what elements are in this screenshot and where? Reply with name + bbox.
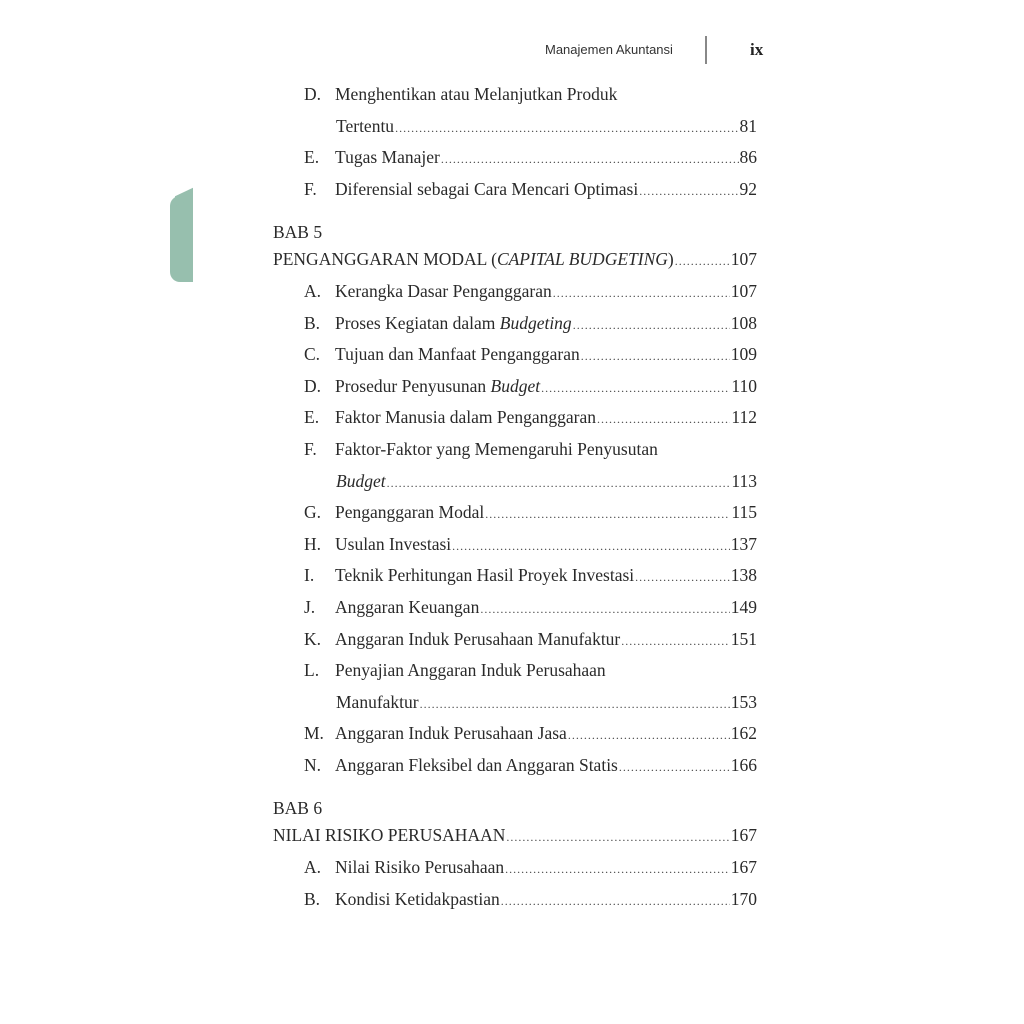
entry-page-number: 110 [731, 375, 757, 396]
toc-entry-sub[interactable] [273, 721, 757, 753]
entry-title-text: Tujuan dan Manfaat Penganggaran [335, 344, 580, 365]
dot-leader [505, 857, 730, 881]
page-number: ix [750, 40, 764, 59]
entry-page-number: 167 [730, 825, 757, 846]
entry-title [335, 563, 634, 587]
entry-letter: I. [304, 565, 315, 586]
toc-entry-cont[interactable] [273, 469, 757, 501]
entry-title-text: Kondisi Ketidakpastian [335, 888, 500, 909]
toc-entry-sub[interactable] [273, 563, 757, 595]
entry-letter: D. [304, 375, 322, 396]
entry-title-text: Tugas Manajer [335, 147, 440, 168]
toc-entry-sub[interactable] [273, 279, 757, 311]
entry-title-text: Teknik Perhitungan Hasil Proyek Investasi [335, 565, 635, 586]
entry-page-number: 151 [730, 628, 757, 649]
entry-title [335, 342, 580, 366]
entry-letter: H. [304, 533, 322, 554]
entry-title-text: BAB 5 [273, 222, 323, 243]
entry-title [273, 247, 674, 271]
dot-leader [480, 597, 729, 621]
dot-leader [501, 889, 730, 913]
dot-leader [639, 179, 738, 203]
entry-title-text: Anggaran Fleksibel dan Anggaran Statis [335, 754, 618, 775]
dot-leader [635, 565, 730, 589]
entry-page-number: 107 [730, 249, 757, 270]
entry-title [335, 279, 552, 303]
dot-leader [541, 376, 730, 400]
entry-title-text: Proses Kegiatan dalam [335, 312, 500, 333]
toc-entry-sub[interactable] [273, 145, 757, 177]
dot-leader [573, 313, 730, 337]
toc-entry-sub[interactable] [273, 342, 757, 374]
toc-entry-sub[interactable] [273, 532, 757, 564]
entry-letter: M. [304, 723, 324, 744]
entry-letter: E. [304, 147, 320, 168]
running-header-title: Manajemen Akuntansi [545, 42, 673, 57]
entry-letter: B. [304, 888, 321, 909]
dot-leader [452, 534, 730, 558]
toc-entry-sub[interactable] [273, 595, 757, 627]
dot-leader [597, 407, 730, 431]
entry-title-text: Prosedur Penyusunan [335, 375, 491, 396]
entry-title-text: BAB 6 [273, 798, 323, 819]
entry-title [273, 220, 322, 244]
entry-title [335, 405, 596, 429]
entry-letter: A. [304, 857, 322, 878]
toc-entry-sub[interactable] [273, 82, 757, 114]
dot-leader [506, 825, 729, 849]
entry-page-number: 167 [730, 857, 757, 878]
dot-leader [441, 147, 739, 171]
toc-entry-cont[interactable] [273, 690, 757, 722]
entry-page-number: 109 [730, 344, 757, 365]
entry-page-number: 137 [730, 533, 757, 554]
entry-title [335, 82, 617, 106]
entry-page-number: 113 [731, 470, 757, 491]
entry-page-number: 86 [739, 147, 757, 168]
toc-entry-chapter[interactable] [273, 823, 757, 855]
entry-title [273, 796, 322, 820]
entry-title [335, 374, 540, 398]
entry-title-italic: CAPITAL BUDGETING [496, 249, 668, 270]
entry-page-number: 107 [730, 280, 757, 301]
dot-leader [621, 629, 729, 653]
entry-page-number: 153 [730, 691, 757, 712]
entry-page-number: 149 [730, 596, 757, 617]
entry-page-number: 92 [739, 178, 757, 199]
entry-title-text: Penganggaran Modal [335, 502, 485, 523]
table-of-contents [273, 82, 757, 918]
entry-title-text: Usulan Investasi [335, 533, 452, 554]
toc-entry-chapter[interactable] [273, 247, 757, 279]
entry-letter: J. [304, 596, 316, 617]
entry-letter: K. [304, 628, 322, 649]
entry-title [335, 627, 620, 651]
entry-letter: F. [304, 178, 317, 199]
toc-entry-bab[interactable] [273, 796, 757, 823]
entry-title [273, 823, 505, 847]
dot-leader [485, 502, 730, 526]
entry-title-text: Anggaran Induk Perusahaan Manufaktur [335, 628, 621, 649]
entry-page-number: 115 [731, 502, 757, 523]
entry-letter: C. [304, 344, 321, 365]
toc-entry-sub[interactable] [273, 405, 757, 437]
entry-page-number: 162 [730, 723, 757, 744]
entry-title-text: Kerangka Dasar Penganggaran [335, 280, 552, 301]
toc-entry-sub[interactable] [273, 627, 757, 659]
entry-title [335, 311, 572, 335]
entry-title [335, 595, 479, 619]
dot-leader [581, 344, 730, 368]
entry-title [335, 887, 500, 911]
entry-letter: L. [304, 660, 320, 681]
entry-title-italic: Budgeting [499, 312, 572, 333]
entry-title [335, 721, 567, 745]
toc-entry-sub[interactable] [273, 658, 757, 690]
entry-letter: G. [304, 502, 322, 523]
entry-title-text: Penyajian Anggaran Induk Perusahaan [335, 660, 606, 681]
entry-title-text: Tertentu [336, 115, 395, 136]
entry-page-number: 108 [730, 312, 757, 333]
toc-entry-sub[interactable] [273, 500, 757, 532]
dot-leader [420, 692, 730, 716]
dot-leader [553, 281, 730, 305]
entry-title [335, 855, 504, 879]
entry-title [335, 437, 658, 461]
toc-entry-sub[interactable] [273, 177, 757, 209]
entry-page-number: 81 [739, 115, 757, 136]
entry-title [335, 177, 638, 201]
entry-title [335, 532, 451, 556]
toc-entry-sub[interactable] [273, 855, 757, 887]
header-divider [705, 36, 707, 64]
entry-letter: B. [304, 312, 321, 333]
entry-title-italic: Budget [490, 375, 541, 396]
entry-title [336, 690, 419, 714]
toc-entry-sub[interactable] [273, 374, 757, 406]
entry-page-number: 166 [730, 754, 757, 775]
entry-letter: E. [304, 407, 320, 428]
dot-leader [387, 471, 731, 495]
entry-letter: N. [304, 754, 322, 775]
entry-title-text: Anggaran Induk Perusahaan Jasa [335, 723, 567, 744]
entry-title [335, 753, 618, 777]
toc-entry-sub[interactable] [273, 437, 757, 469]
toc-entry-sub[interactable] [273, 311, 757, 343]
entry-title-text: Menghentikan atau Melanjutkan Produk [335, 84, 618, 104]
dot-leader [568, 723, 730, 747]
entry-title-text: PENGANGGARAN MODAL ( [273, 249, 497, 270]
entry-page-number: 170 [730, 888, 757, 909]
entry-title [336, 114, 394, 138]
entry-title-text: Diferensial sebagai Cara Mencari Optimasi [335, 178, 639, 199]
entry-title-text: Nilai Risiko Perusahaan [335, 857, 505, 878]
dot-leader [619, 755, 730, 779]
entry-title-text: Faktor Manusia dalam Penganggaran [335, 407, 596, 428]
entry-title-italic: Budget [336, 470, 386, 491]
entry-title [335, 500, 484, 524]
entry-title-text: Anggaran Keuangan [335, 596, 480, 617]
toc-entry-sub[interactable] [273, 887, 757, 919]
toc-entry-bab[interactable] [273, 220, 757, 247]
page-tab-marker [170, 196, 193, 282]
entry-title [335, 658, 606, 682]
dot-leader [675, 249, 730, 273]
entry-title-text: ) [667, 249, 674, 270]
entry-title [336, 469, 386, 493]
entry-letter: D. [304, 84, 322, 104]
entry-page-number: 138 [730, 565, 757, 586]
entry-title-text: Faktor-Faktor yang Memengaruhi Penyusutan [335, 438, 658, 459]
entry-title [335, 145, 440, 169]
entry-title-text: NILAI RISIKO PERUSAHAAN [273, 825, 506, 846]
entry-letter: F. [304, 438, 317, 459]
entry-page-number: 112 [731, 407, 757, 428]
entry-letter: A. [304, 280, 322, 301]
entry-title-text: Manufaktur [336, 691, 419, 712]
dot-leader [395, 116, 738, 140]
toc-entry-cont[interactable] [273, 114, 757, 146]
toc-entry-sub[interactable] [273, 753, 757, 785]
